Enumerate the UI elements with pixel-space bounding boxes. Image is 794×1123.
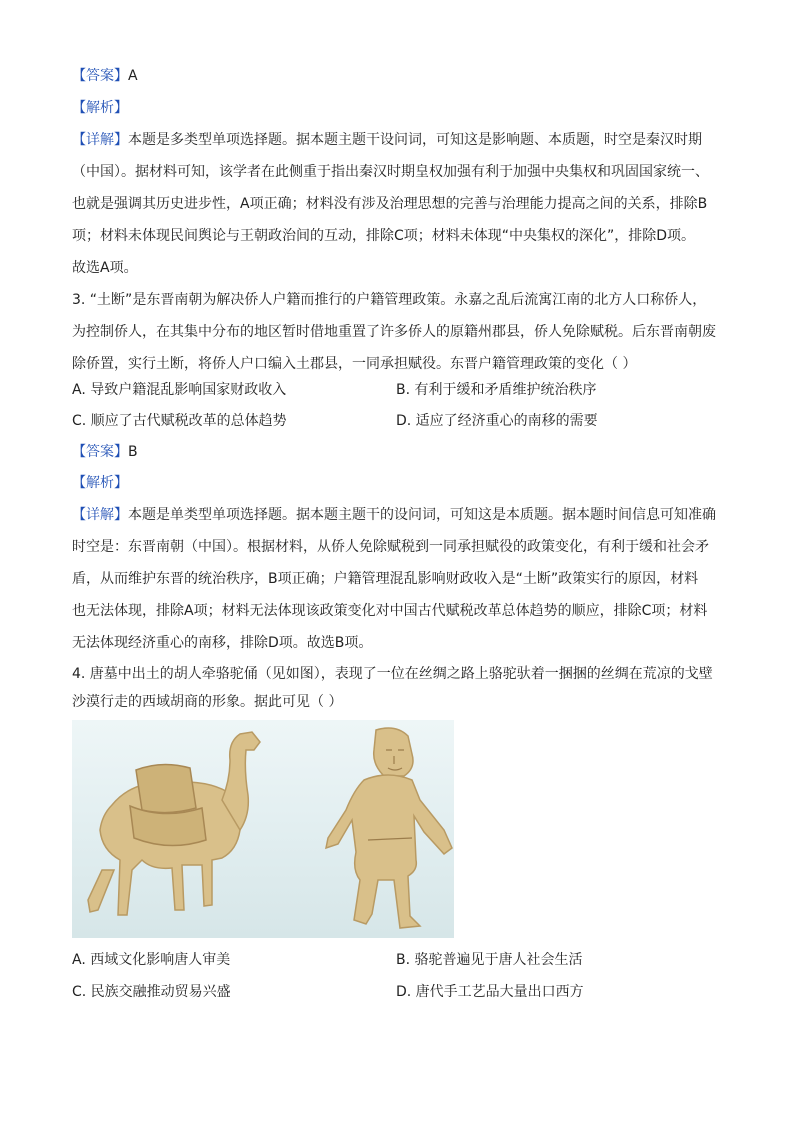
answer-label: 【答案】 <box>72 444 128 460</box>
q4-option-b[interactable]: B. 骆驼普遍见于唐人社会生活 <box>396 952 583 968</box>
q2-answer-line <box>72 66 138 86</box>
q2-detail-line-2: （中国）。据材料可知，该学者在此侧重于指出秦汉时期皇权加强有利于加强中央集权和巩固国家统一、 <box>72 164 709 180</box>
q4-option-a[interactable]: A. 西域文化影响唐人审美 <box>72 952 231 968</box>
q3-detail-line-3: 盾，从而维护东晋的统治秩序，B项正确；户籍管理混乱影响财政收入是“土断”政策实行的原因，材料 <box>72 571 699 587</box>
q3-stem-line-2: 为控制侨人，在其集中分布的地区暂时借地重置了许多侨人的原籍州郡县，侨人免除赋税。后东晋南朝废 <box>72 324 716 340</box>
q3-detail-line-2: 时空是：东晋南朝（中国）。根据材料，从侨人免除赋税到一同承担赋役的政策变化，有利于缓和社会矛 <box>72 539 709 555</box>
answer-value: A <box>128 68 138 84</box>
detail-text: 本题是多类型单项选择题。据本题主题干设问词，可知这是影响题、本质题，时空是秦汉时期 <box>128 132 702 148</box>
saddle-pack <box>130 764 206 845</box>
q2-detail-line-3: 也就是强调其历史进步性，A项正确；材料没有涉及治理思想的完善与治理能力提高之间的关系，排除B <box>72 196 708 212</box>
q3-option-d[interactable]: D. 适应了经济重心的南移的需要 <box>396 413 598 429</box>
q2-detail-line-5: 故选A项。 <box>72 260 138 276</box>
answer-value: B <box>128 444 138 460</box>
q3-detail-line-4: 也无法体现，排除A项；材料无法体现该政策变化对中国古代赋税改革总体趋势的顺应，排除C项；材料 <box>72 603 708 619</box>
q2-detail-line-4: 项；材料未体现民间舆论与王朝政治间的互动，排除C项；材料未体现“中央集权的深化”，排除D项。 <box>72 228 696 244</box>
q3-answer-line <box>72 442 138 462</box>
q3-detail-line-5: 无法体现经济重心的南移，排除D项。故选B项。 <box>72 635 373 651</box>
q4-option-c[interactable]: C. 民族交融推动贸易兴盛 <box>72 984 231 1000</box>
q3-option-b[interactable]: B. 有利于缓和矛盾维护统治秩序 <box>396 382 597 398</box>
detail-label: 【详解】 <box>72 132 128 148</box>
detail-text: 本题是单类型单项选择题。据本题主题干的设问词，可知这是本质题。据本题时间信息可知准确 <box>128 507 716 523</box>
q3-detail-line-1 <box>72 505 716 525</box>
analysis-label: 【解析】 <box>72 475 128 491</box>
q4-stem-line-2: 沙漠行走的西域胡商的形象。据此可见（ ） <box>72 694 343 710</box>
q3-stem-line-3: 除侨置，实行土断，将侨人户口编入土郡县，一同承担赋役。东晋户籍管理政策的变化（ ） <box>72 356 637 372</box>
camel-figurine-photo <box>72 720 454 938</box>
foreign-merchant-figure <box>326 728 452 928</box>
figurine-illustration <box>72 720 454 938</box>
detail-label: 【详解】 <box>72 507 128 523</box>
analysis-label: 【解析】 <box>72 100 128 116</box>
q3-option-a[interactable]: A. 导致户籍混乱影响国家财政收入 <box>72 382 287 398</box>
q4-option-d[interactable]: D. 唐代手工艺品大量出口西方 <box>396 984 584 1000</box>
q3-stem-line-1: 3. “土断”是东晋南朝为解决侨人户籍而推行的户籍管理政策。永嘉之乱后流寓江南的北方人口称侨人， <box>72 292 707 308</box>
q4-stem-line-1: 4. 唐墓中出土的胡人牵骆驼俑（见如图），表现了一位在丝绸之路上骆驼驮着一捆捆的丝绸在荒凉的戈壁 <box>72 666 713 682</box>
q3-option-c[interactable]: C. 顺应了古代赋税改革的总体趋势 <box>72 413 287 429</box>
q2-detail-line-1 <box>72 130 702 150</box>
answer-label: 【答案】 <box>72 68 128 84</box>
